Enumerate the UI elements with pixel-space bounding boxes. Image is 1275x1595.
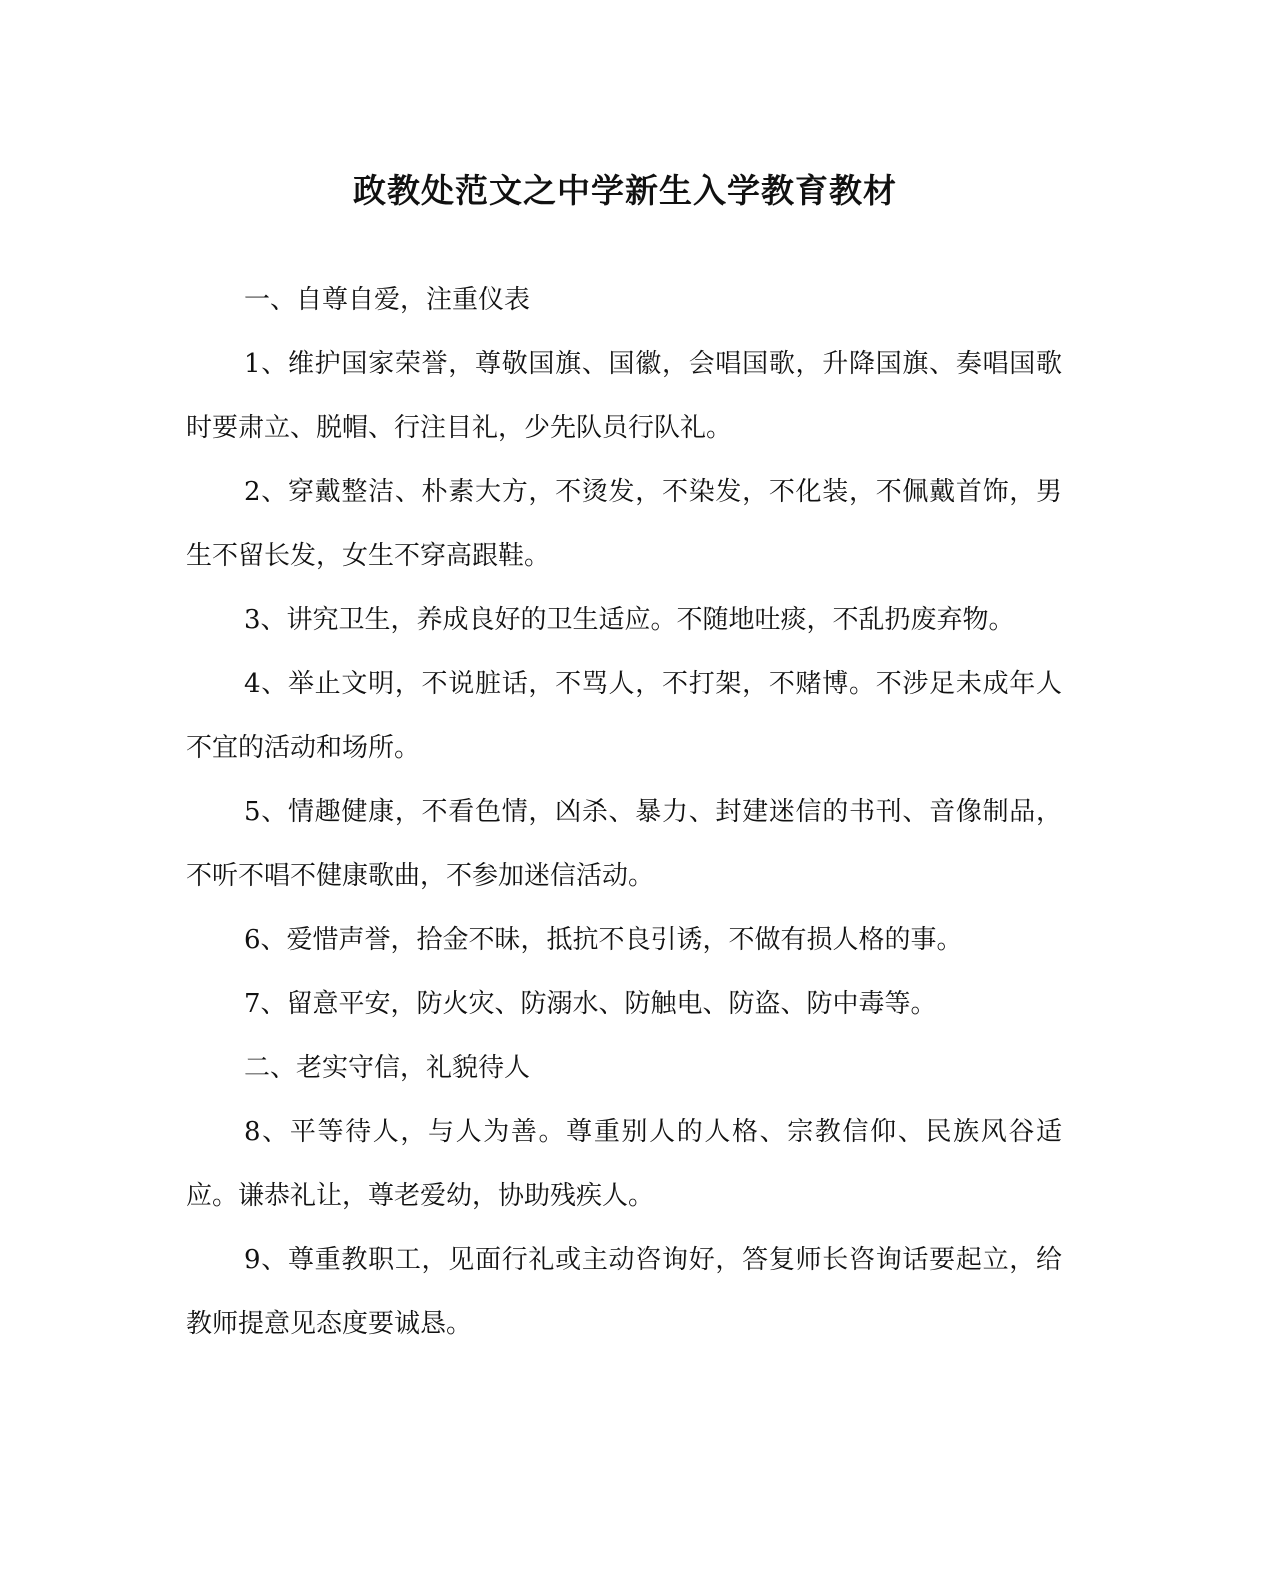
rule-paragraph-6: 6、爱惜声誉，拾金不昧，抵抗不良引诱，不做有损人格的事。 [244,925,963,955]
document-body [186,268,1062,1356]
document-title: 政教处范文之中学新生入学教育教材 [353,171,897,210]
rule-paragraph-8: 8、平等待人，与人为善。尊重别人的人格、宗教信仰、民族风谷适应。谦恭礼让，尊老爱幼，协助残疾人。 [186,1117,1062,1211]
section-heading-2: 二、老实守信，礼貌待人 [244,1053,531,1083]
rule-paragraph-5: 5、情趣健康，不看色情，凶杀、暴力、封建迷信的书刊、音像制品，不听不唱不健康歌曲，不参加迷信活动。 [186,797,1062,891]
rule-paragraph-4: 4、举止文明，不说脏话，不骂人，不打架，不赌博。不涉足未成年人不宜的活动和场所。 [186,669,1062,763]
rule-paragraph-7: 7、留意平安，防火灾、防溺水、防触电、防盗、防中毒等。 [244,989,937,1019]
rule-paragraph-3: 3、讲究卫生，养成良好的卫生适应。不随地吐痰，不乱扔废弃物。 [244,605,1015,635]
rule-paragraph-2: 2、穿戴整洁、朴素大方，不烫发，不染发，不化装，不佩戴首饰，男生不留长发，女生不穿高跟鞋。 [186,477,1062,571]
rule-paragraph-9: 9、尊重教职工，见面行礼或主动咨询好，答复师长咨询话要起立，给教师提意见态度要诚恳。 [186,1245,1062,1339]
section-heading-1: 一、自尊自爱，注重仪表 [244,285,531,315]
rule-paragraph-1: 1、维护国家荣誉，尊敬国旗、国徽，会唱国歌，升降国旗、奏唱国歌时要肃立、脱帽、行注目礼，少先队员行队礼。 [186,349,1062,443]
